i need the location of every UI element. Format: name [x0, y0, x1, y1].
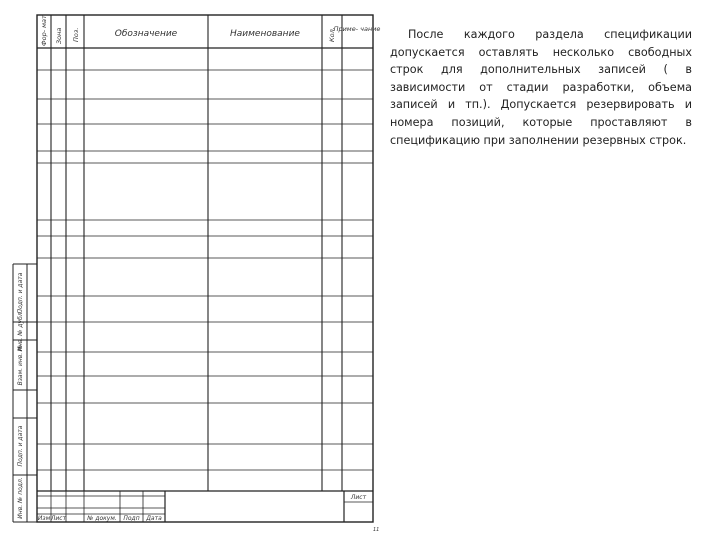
col-designation-label: Обозначение	[114, 29, 178, 39]
form-frame	[37, 15, 373, 522]
tb-doc-no-label: № докум.	[87, 515, 117, 522]
col-format-label: Фор- мат	[40, 15, 48, 46]
table-rows	[37, 70, 373, 470]
stamp-replaced-inv: Взам. инв. №	[17, 344, 24, 386]
tb-signature-label: Подп	[123, 515, 140, 522]
tb-change-label: Изм	[37, 515, 51, 522]
stamp-sign-date-top: Подп. и дата	[17, 272, 24, 314]
instruction-text: После каждого раздела спецификации допускается оставлять несколько свободных строк для дополнительных записей ( в зависимости от стадии разработки, объема записей и тп.). Допускается резервировать и номера позиций, которые проставляют в спецификацию при заполнении резервных строк.	[390, 28, 692, 147]
tb-date-label: Дата	[146, 515, 162, 522]
stamp-orig-inv: Инв. № подл.	[17, 477, 24, 519]
tb-sheet-short-label: Лист	[50, 515, 67, 522]
col-note-label: Приме- чание	[333, 25, 381, 33]
col-pos-label: Поз.	[72, 27, 80, 42]
col-zone-label: Зона	[55, 27, 63, 44]
corner-mark: 11	[373, 527, 380, 533]
stamp-dup-inv: Инв. № дубл.	[17, 310, 24, 352]
col-name-label: Наименование	[230, 29, 300, 39]
col-qty-label: Кол.	[328, 27, 336, 42]
stamp-sign-date-bottom: Подп. и дата	[17, 425, 24, 467]
tb-sheet-label: Лист	[350, 494, 367, 501]
